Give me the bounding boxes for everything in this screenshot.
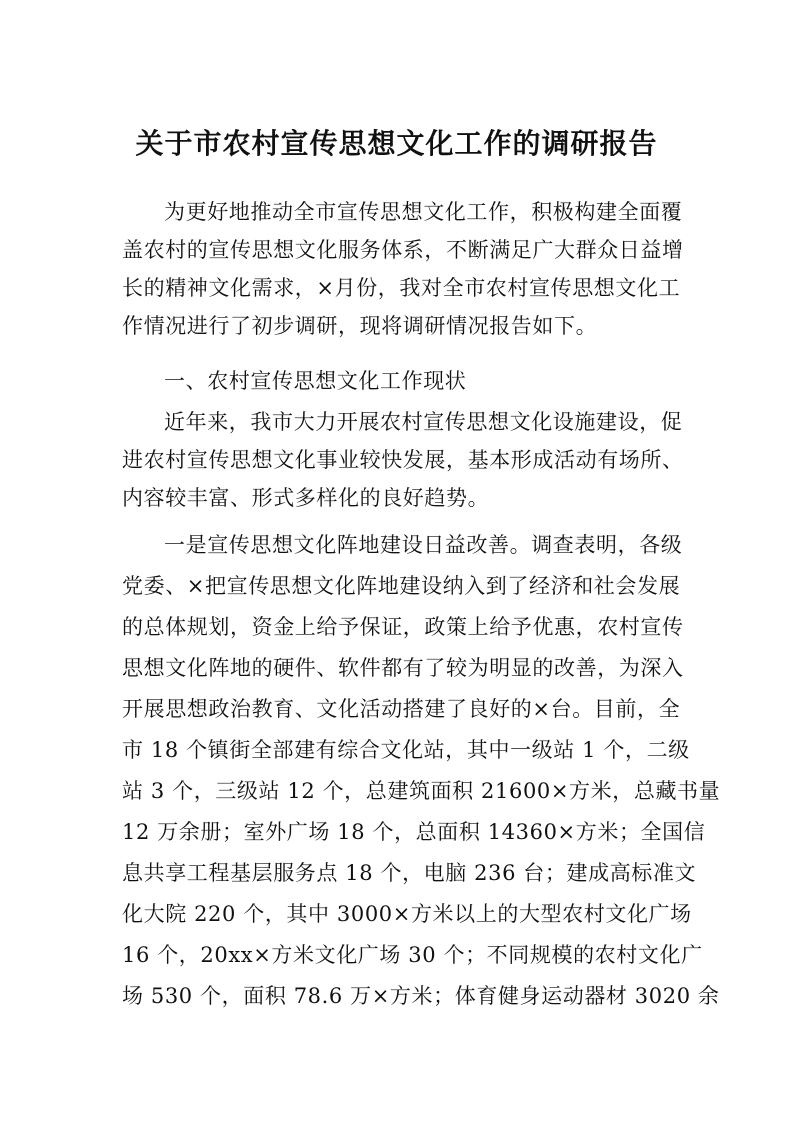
section-heading: 一、农村宣传思想文化工作现状 [164,369,467,393]
paragraph-line: 盖农村的宣传思想文化服务体系，不断满足广大群众日益增 [122,238,684,262]
paragraph-line: 进农村宣传思想文化事业较快发展，基本形成活动有场所、 [122,448,684,472]
paragraph-line: 息共享工程基层服务点 18 个，电脑 236 台；建成高标准文 [122,861,697,885]
paragraph-line: 作情况进行了初步调研，现将调研情况报告如下。 [122,314,598,338]
paragraph-line: 市 18 个镇街全部建有综合文化站，其中一级站 1 个，二级 [122,738,690,762]
paragraph-line: 站 3 个，三级站 12 个，总建筑面积 21600×方米，总藏书量 [122,779,721,803]
document-title: 关于市农村宣传思想文化工作的调研报告 [135,127,658,160]
paragraph-line: 党委、×把宣传思想文化阵地建设纳入到了经济和社会发展 [122,574,681,598]
paragraph-line: 12 万余册；室外广场 18 个，总面积 14360×方米；全国信 [122,820,706,844]
paragraph-line: 开展思想政治教育、文化活动搭建了良好的×台。目前，全 [122,697,681,721]
paragraph-line: 思想文化阵地的硬件、软件都有了较为明显的改善，为深入 [122,656,684,680]
paragraph-line: 化大院 220 个，其中 3000×方米以上的大型农村文化广场 [122,902,692,926]
paragraph-line: 的总体规划，资金上给予保证，政策上给予优惠，农村宣传 [122,615,684,639]
paragraph-line: 16 个，20xx×方米文化广场 30 个；不同规模的农村文化广 [122,943,703,967]
paragraph-line: 长的精神文化需求，×月份，我对全市农村宣传思想文化工 [122,276,681,300]
paragraph-line: 内容较丰富、形式多样化的良好趋势。 [122,486,490,510]
paragraph-line: 场 530 个，面积 78.6 万×方米；体育健身运动器材 3020 余 [122,984,720,1008]
paragraph-line: 为更好地推动全市宣传思想文化工作，积极构建全面覆 [164,200,683,224]
paragraph-line: 一是宣传思想文化阵地建设日益改善。调查表明，各级 [164,533,683,557]
paragraph-line: 近年来，我市大力开展农村宣传思想文化设施建设，促 [164,410,683,434]
